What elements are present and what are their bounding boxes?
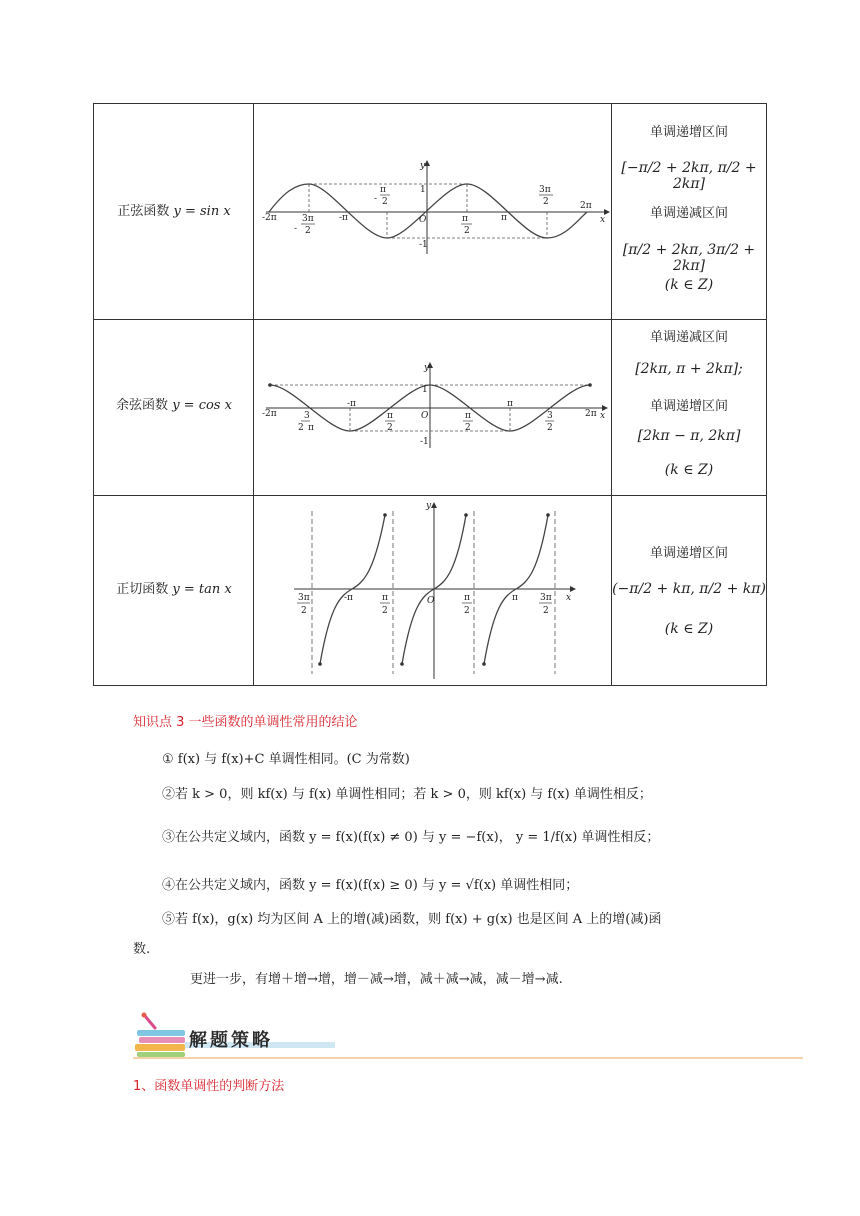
svg-text:π: π [465, 411, 471, 421]
label-y: y [420, 161, 426, 171]
tangent-graph [254, 496, 612, 685]
svg-text:2: 2 [382, 606, 388, 616]
function-name: 余弦函数 y = cos x [116, 398, 232, 413]
svg-text:y: y [424, 363, 430, 373]
section-heading: 知识点 3 一些函数的单调性常用的结论 [133, 715, 358, 730]
sine-graph-svg [254, 104, 612, 320]
decrease-label: 单调递减区间 [649, 330, 728, 345]
svg-text:1: 1 [422, 385, 428, 395]
svg-text:2π: 2π [585, 409, 597, 419]
increase-interval: [−π/2 + 2kπ, π/2 + 2kπ] [621, 160, 757, 192]
decrease-interval: [π/2 + 2kπ, 3π/2 + 2kπ] [622, 242, 756, 274]
svg-text:-π: -π [347, 399, 356, 409]
monotonicity-table [93, 103, 767, 686]
function-name: 正切函数 y = tan x [116, 582, 232, 597]
svg-text:π: π [382, 593, 388, 603]
sine-graph [254, 104, 612, 319]
svg-text:3: 3 [304, 411, 310, 421]
books-icon [135, 1013, 185, 1058]
svg-text:y: y [426, 501, 432, 511]
endpoint-left [268, 383, 272, 387]
label-minus-sign: - [294, 224, 298, 234]
svg-text:-1: -1 [420, 437, 429, 447]
label-2pi: 2π [580, 201, 592, 211]
label-minus-sign-2: - [374, 194, 378, 204]
svg-text:3π: 3π [298, 593, 310, 603]
increase-label: 单调递增区间 [649, 125, 728, 140]
label-1: 1 [420, 185, 426, 195]
label-pi-num-neg: π [380, 185, 386, 195]
label-neg1: -1 [419, 240, 428, 250]
svg-text:x: x [566, 593, 572, 603]
label-pi-den-neg: 2 [382, 197, 388, 207]
increase-label: 单调递增区间 [649, 546, 728, 561]
svg-text:2: 2 [464, 606, 470, 616]
tangent-graph-svg [254, 496, 612, 685]
endpoint-right [588, 383, 592, 387]
label-neg2pi: -2π [262, 213, 277, 223]
svg-text:O: O [427, 596, 435, 606]
label-3pi2-num: 3π [539, 185, 551, 195]
k-in-z: (k ∈ Z) [664, 462, 714, 478]
x-axis-arrow [570, 586, 576, 592]
svg-text:π: π [507, 399, 513, 409]
table-row-tangent [94, 496, 766, 685]
svg-text:π: π [464, 593, 470, 603]
svg-text:2: 2 [387, 423, 393, 433]
conclusion-2: ②若 k > 0，则 kf(x) 与 f(x) 单调性相同；若 k > 0，则 kf(x) 与 f(x) 单调性相反； [162, 787, 652, 802]
svg-text:2: 2 [543, 606, 549, 616]
svg-text:x: x [600, 411, 606, 421]
svg-text:O: O [421, 411, 429, 421]
conclusion-4: ④在公共定义域内，函数 y = f(x)(f(x) ≥ 0) 与 y = √f(x) 单调性相同； [162, 878, 579, 893]
table-row-sine [94, 104, 766, 320]
decrease-interval: [2kπ, π + 2kπ]; [635, 361, 743, 377]
guide-lines [309, 184, 547, 238]
banner-title: 解题策略 [189, 1030, 273, 1051]
decrease-label: 单调递减区间 [649, 206, 728, 221]
svg-text:π: π [512, 593, 518, 603]
further-note: 更进一步，有增＋增→增，增－减→增，减＋减→减，减－增→减. [190, 972, 563, 987]
svg-text:2: 2 [547, 423, 553, 433]
svg-text:3: 3 [547, 411, 553, 421]
banner-graphic [133, 1012, 803, 1060]
increase-interval: [2kπ − π, 2kπ] [637, 428, 741, 444]
conclusion-1: ① f(x) 与 f(x)+C 单调性相同。(C 为常数) [162, 752, 410, 767]
label-pi-num: π [462, 214, 468, 224]
y-axis-arrow [431, 502, 437, 508]
label-negpi: -π [339, 213, 348, 223]
k-in-z: (k ∈ Z) [664, 621, 714, 637]
svg-text:-2π: -2π [262, 409, 277, 419]
svg-text:3π: 3π [540, 593, 552, 603]
svg-text:2: 2 [298, 423, 304, 433]
label-pi: π [501, 213, 507, 223]
cosine-graph-svg [254, 320, 612, 496]
cosine-graph [254, 320, 612, 495]
label-x: x [600, 215, 606, 225]
label-pi-den: 2 [464, 226, 470, 236]
strategy-banner [133, 1012, 803, 1060]
conclusion-5: ⑤若 f(x)，g(x) 均为区间 A 上的增(减)函数，则 f(x) + g(x) 也是区间 A 上的增(减)函 [162, 912, 662, 927]
svg-text:π: π [387, 411, 393, 421]
increase-interval: (−π/2 + kπ, π/2 + kπ) [612, 581, 766, 597]
label-3pi-den: 2 [305, 226, 311, 236]
svg-text:2: 2 [301, 606, 307, 616]
label-origin: O [419, 215, 427, 225]
label-3pi2-den: 2 [543, 197, 549, 207]
conclusion-3: ③在公共定义域内，函数 y = f(x)(f(x) ≠ 0) 与 y = −f(x)， y = 1/f(x) 单调性相反； [162, 830, 660, 845]
table-row-cosine [94, 320, 766, 496]
svg-text:-π: -π [344, 593, 353, 603]
subheading: 1、函数单调性的判断方法 [133, 1079, 285, 1094]
svg-text:π: π [308, 423, 314, 433]
svg-text:2: 2 [465, 423, 471, 433]
increase-label: 单调递增区间 [649, 399, 728, 414]
k-in-z: (k ∈ Z) [664, 277, 714, 293]
label-3pi-num: 3π [302, 214, 314, 224]
function-name: 正弦函数 y = sin x [117, 204, 231, 219]
conclusion-5-cont: 数. [133, 942, 151, 957]
